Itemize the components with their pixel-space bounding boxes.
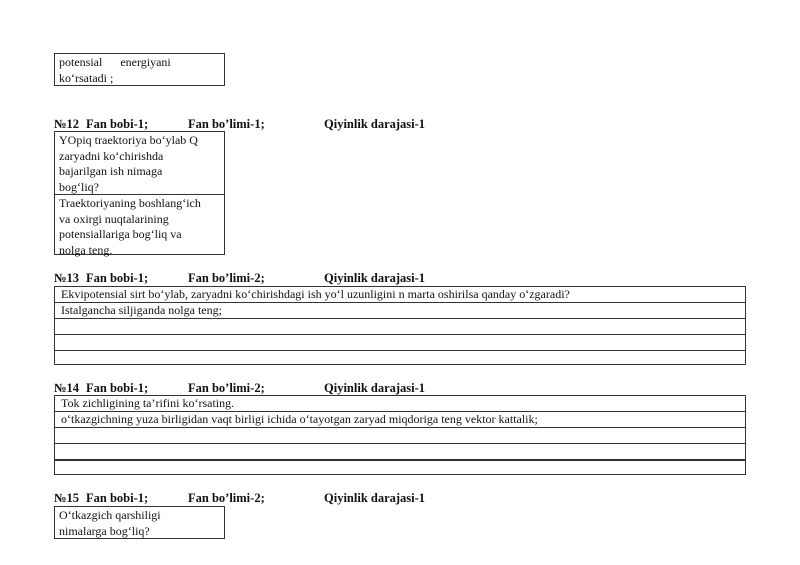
answer-row: [55, 350, 745, 364]
question-cell: [55, 507, 224, 538]
question-number: №12: [54, 117, 80, 131]
answer-row: [55, 459, 745, 474]
fan-bolimi: Fan bo’limi-2;: [188, 271, 265, 285]
question-12-box: [54, 131, 225, 255]
answer-line: ko‘rsatadi ;: [59, 70, 114, 85]
answer-row: o‘tkazgichning yuza birligidan vaqt birligi ichida o‘tayotgan zaryad miqdoriga teng vektor kattalik;: [55, 411, 745, 427]
answer-row: [55, 427, 745, 443]
difficulty-level: Qiyinlik darajasi-1: [324, 117, 426, 131]
difficulty-level: Qiyinlik darajasi-1: [324, 381, 426, 395]
question-line: O‘tkazgich qarshiligi: [59, 508, 161, 522]
answer-line: nolga teng.: [59, 242, 113, 257]
answer-line: potensial energiyani: [59, 55, 171, 69]
difficulty-level: Qiyinlik darajasi-1: [324, 271, 426, 285]
answer-cell: [55, 194, 224, 257]
question-number: №15: [54, 491, 80, 505]
fan-bolimi: Fan bo’limi-2;: [188, 491, 265, 505]
question-line: bog‘liq?: [59, 179, 99, 194]
answer-cell-top: [55, 54, 224, 85]
question-line: bajarilgan ish nimaga: [59, 164, 163, 178]
fan-bolimi: Fan bo’limi-1;: [188, 117, 265, 131]
fan-bobi: Fan bobi-1;: [86, 271, 149, 285]
question-15-box: [54, 506, 225, 539]
question-line: YOpiq traektoriya bo‘ylab Q: [59, 133, 198, 147]
answer-row: [55, 318, 745, 334]
question-row: Ekvipotensial sirt bo‘ylab, zaryadni ko‘chirishdagi ish yo‘l uzunligini n marta oshirilsa qanday o‘zgaradi?: [61, 287, 570, 301]
question-row: Tok zichligining ta’rifini ko‘rsating.: [61, 396, 235, 410]
fan-bolimi: Fan bo’limi-2;: [188, 381, 265, 395]
difficulty-level: Qiyinlik darajasi-1: [324, 491, 426, 505]
fan-bobi: Fan bobi-1;: [86, 117, 149, 131]
question-line: zaryadni ko‘chirishda: [59, 148, 164, 163]
answer-row: [55, 334, 745, 350]
fan-bobi: Fan bobi-1;: [86, 491, 149, 505]
answer-line: potensiallariga bog‘liq va: [59, 227, 182, 241]
answer-row: Istalgancha siljiganda nolga teng;: [55, 302, 745, 318]
question-line: nimalarga bog‘liq?: [59, 523, 150, 538]
answer-line: va oxirgi nuqtalarining: [59, 211, 169, 226]
fan-bobi: Fan bobi-1;: [86, 381, 149, 395]
answer-line: Traektoriyaning boshlang‘ich: [59, 196, 201, 210]
question-cell: [55, 132, 224, 194]
question-number: №13: [54, 271, 80, 285]
question-14-table: [54, 395, 746, 475]
question-number: №14: [54, 381, 80, 395]
question-13-table: [54, 286, 746, 365]
answer-row: [55, 443, 745, 459]
answer-box-top: [54, 53, 225, 86]
